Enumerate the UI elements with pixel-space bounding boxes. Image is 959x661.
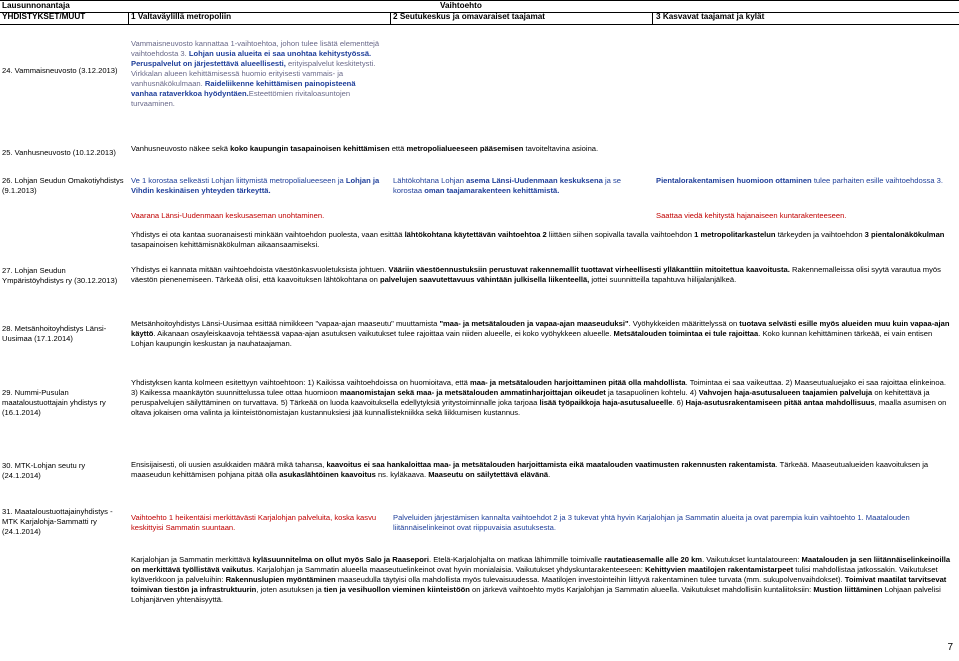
row-27-paragraph-1: Yhdistys ei ota kantaa suoranaisesti minkään vaihtoehdon puolesta, vaan esittää lähtökohtana käytettävän vaihtoehtoa 2 liittäen siihen sopivalla tavalla vaihtoehdon 1 metropolitarkastelun tärkeyden ja vaihtoehdon 3 pientalonäkökulman tasapainoisen kehittämisnäkökulman aikaansaamiseksi. bbox=[131, 230, 945, 250]
row-26-warning-col4: Saattaa viedä kehitystä hajanaiseen kuntarakenteeseen. bbox=[656, 211, 847, 220]
row-26-col3: Lähtökohtana Lohjan asema Länsi-Uudenmaan keskuksena ja se korostaa oman taajamarakenteen kehittämistä. bbox=[393, 176, 621, 196]
header-left-title: Lausunnonantaja bbox=[2, 1, 70, 10]
page-number: 7 bbox=[947, 642, 953, 653]
row-29-name: 29. Nummi-Pusulan maataloustuottajain yhdistys ry (16.1.2014) bbox=[2, 388, 106, 418]
row-25-name: 25. Vanhusneuvosto (10.12.2013) bbox=[2, 148, 116, 157]
row-24-text: Vammaisneuvosto kannattaa 1-vaihtoehtoa, johon tulee lisätä elementtejä vaihtoehdosta 3. Lohjan uusia alueita ei saa unohtaa kehitystyössä. Peruspalvelut on järjestettävä alueellisesti, erityispalvelut keskitetysti. Virkkalan alueen kehittämisessä huomio erityisesti vammais- ja vanhusnäkökulmaan. Raideliikenne kehittämisen painopisteenä vanhaa rataverkkoa hyödyntäen.Esteettömien rivitaloasuntojen turvaaminen. bbox=[131, 39, 380, 109]
row-28-name: 28. Metsänhoitoyhdistys Länsi-Uusimaa (17.1.2014) bbox=[2, 324, 107, 344]
header-sep-2 bbox=[390, 12, 391, 24]
row-28-text: Metsänhoitoyhdistys Länsi-Uusimaa esittää nimikkeen "vapaa-ajan maaseutu" muuttamista "maa- ja metsätalouden ja vapaa-ajan maaseuduksi". Vyöhykkeiden määrittelyssä on tuotava selvästi esille myös alueiden muu kuin vapaa-ajan käyttö. Aikanaan osayleiskaavoja tehtäessä vapaa-ajan asutuksen vaikutukset tulee rajoittaa vain niiden alueelle, ei koko vyöhykkeen alueelle. Metsätalouden toimintaa ei tule rajoittaa. Koko kunnan kehittäminen tärkeää, ei vain entisen Lohjan kaupungin keskustan ja nauhataajaman. bbox=[131, 319, 950, 349]
row-26-col2: Ve 1 korostaa selkeästi Lohjan liittymistä metropolialueeseen ja Lohjan ja Vihdin keskinäisen yhteyden tärkeyttä. bbox=[131, 176, 380, 196]
header-sep-1 bbox=[128, 12, 129, 24]
row-27-paragraph-2: Yhdistys ei kannata mitään vaihtoehdoista väestönkasvuoletuksista johtuen. Vääriin väestöennustuksiin perustuvat rakennemallit tuottavat virheellisesti ylläkanttiin mitoitettua kaavoitusta. Rakennemalleissa olisi syytä varautua myös väestön pienenemiseen. Tärkeää olisi, että kaavoituksen lähtökohtana on palvelujen saavutettavuus vähintään julkisella liikenteellä, jottei suunnitteilla tapahtuva hiilijalanjälkeä. bbox=[131, 265, 941, 285]
header-sep-3 bbox=[652, 12, 653, 24]
header-col1: YHDISTYKSET/MUUT bbox=[2, 12, 86, 21]
row-30-text: Ensisijaisesti, oli uusien asukkaiden määrä mikä tahansa, kaavoitus ei saa hankaloittaa maa- ja metsätalouden harjoittamista eikä maatalouden vaatimusten rakennusten rakentamista. Tärkeää. Maaseutualueiden kaavoituksen ja maaseudun kehittämisen pohjana pitää olla asukaslähtöinen kaavoitus ns. kyläkaava. Maaseutu on säilytettävä elävänä. bbox=[131, 460, 929, 480]
row-27-name: 27. Lohjan Seudun Ympäristöyhdistys ry (30.12.2013) bbox=[2, 266, 118, 286]
header-col4: 3 Kasvavat taajamat ja kylät bbox=[656, 12, 765, 21]
row-31-name: 31. Maataloustuottajainyhdistys - MTK Karjalohja-Sammatti ry (24.1.2014) bbox=[2, 507, 113, 537]
row-30-name: 30. MTK-Lohjan seutu ry (24.1.2014) bbox=[2, 461, 86, 481]
header-bottom-border bbox=[0, 24, 959, 25]
row-31-col3: Palveluiden järjestämisen kannalta vaihtoehdot 2 ja 3 tukevat yhtä hyvin Karjalohjan ja Sammatin alueita ja ovat parempia kuin vaihtoehto 1. Maatalouden liitännäiselinkeinot ovat riippuvaisia asutuksesta. bbox=[393, 513, 910, 533]
header-col3: 2 Seutukeskus ja omavaraiset taajamat bbox=[393, 12, 546, 21]
row-26-warning-col2: Vaarana Länsi-Uudenmaan keskusaseman unohtaminen. bbox=[131, 211, 325, 220]
row-26-col4: Pientalorakentamisen huomioon ottaminen tulee parhaiten esille vaihtoehdossa 3. bbox=[656, 176, 943, 185]
row-26-name: 26. Lohjan Seudun Omakotiyhdistys (9.1.2013) bbox=[2, 176, 124, 196]
header-col2: 1 Valtaväylillä metropoliin bbox=[131, 12, 232, 21]
row-31-col2: Vaihtoehto 1 heikentäisi merkittävästi Karjalohjan palveluita, koska kasvu keskittyisi Sammatin suuntaan. bbox=[131, 513, 377, 533]
row-24-name: 24. Vammaisneuvosto (3.12.2013) bbox=[2, 66, 118, 75]
header-center-title: Vaihtoehto bbox=[440, 1, 482, 10]
row-25-text: Vanhusneuvosto näkee sekä koko kaupungin tasapainoisen kehittämisen että metropolialueeseen pääsemisen tavoiteltavina asioina. bbox=[131, 144, 599, 153]
row-29-text: Yhdistyksen kanta kolmeen esitettyyn vaihtoehtoon: 1) Kaikissa vaihtoehdoissa on huomioitava, että maa- ja metsätalouden harjoittaminen pitää olla mahdollista. Toimintaa ei saa vaikeuttaa. 2) Maaseutualuejako ei saa rajoittaa elinkeinoa. 3) Kaikessa maankäytön suunnittelussa tulee ottaa huomioon maanomistajan sekä maa- ja metsätalouden ammatinharjoittajan oikeudet ja tasapuolinen kohtelu. 4) Vahvojen haja-asutusalueen taajamien palveluja on kehitettävä ja peruspalvelujen säilyttäminen on turvattava. 5) Tärkeää on luoda kaavoituksella edellytyksiä yritystoiminnalle joka tarjoaa lisää työpaikkoja haja-asutusalueelle. 6) Haja-asutusrakentamiseen pitää antaa mahdollisuus, maalla asumisen on oltava jokaisen oma valinta ja kiinteistönomistajan kustannuksiesi jää kunnallistekniikka sekä liikkumisen kustannus. bbox=[131, 378, 947, 418]
row-31-paragraph: Karjalohjan ja Sammatin merkittävä kyläsuunnitelma on ollut myös Salo ja Raasepori. Etelä-Karjalohjalta on matkaa lähimmille toimivalle rautatieasemalle alle 20 km. Vaikutukset kuntalatoureen: Maatalouden ja sen liitännäiselinkeinoilla on merkittävä työllistävä vaikutus. Karjalohjan ja Sammatin alueella maaseutuelinkeinot ovat hyvin monialaisia. Vaikutukset yhdyskuntarakenteeseen: Kehittyvien maatilojen rakentamistarpeet tulisi mahdollistaa jatkossakin. Vaikutukset kyläverkkoon ja palveluihin: Rakennuslupien myöntäminen maaseudulla täytyisi olla mahdollista myös tulevaisuudessa. Maatilojen investointeihin liittyvä rakentaminen tulee turvata (mm. sukupolvenvaihdokset). Toimivat maatilat tarvitsevat toimivan tiestön ja infrastruktuurin, joten asutuksen ja tien ja vesihuollon vieminen kiinteistöön on järkevä vaihtoehto myös Karjalohjan ja Sammatin alueella. Vaikutukset mahdollisiin kuntaliitoksiin: Mustion liittäminen Lohjaan palvelisi Lohjanjärven yhtenäisyyttä. bbox=[131, 555, 951, 605]
